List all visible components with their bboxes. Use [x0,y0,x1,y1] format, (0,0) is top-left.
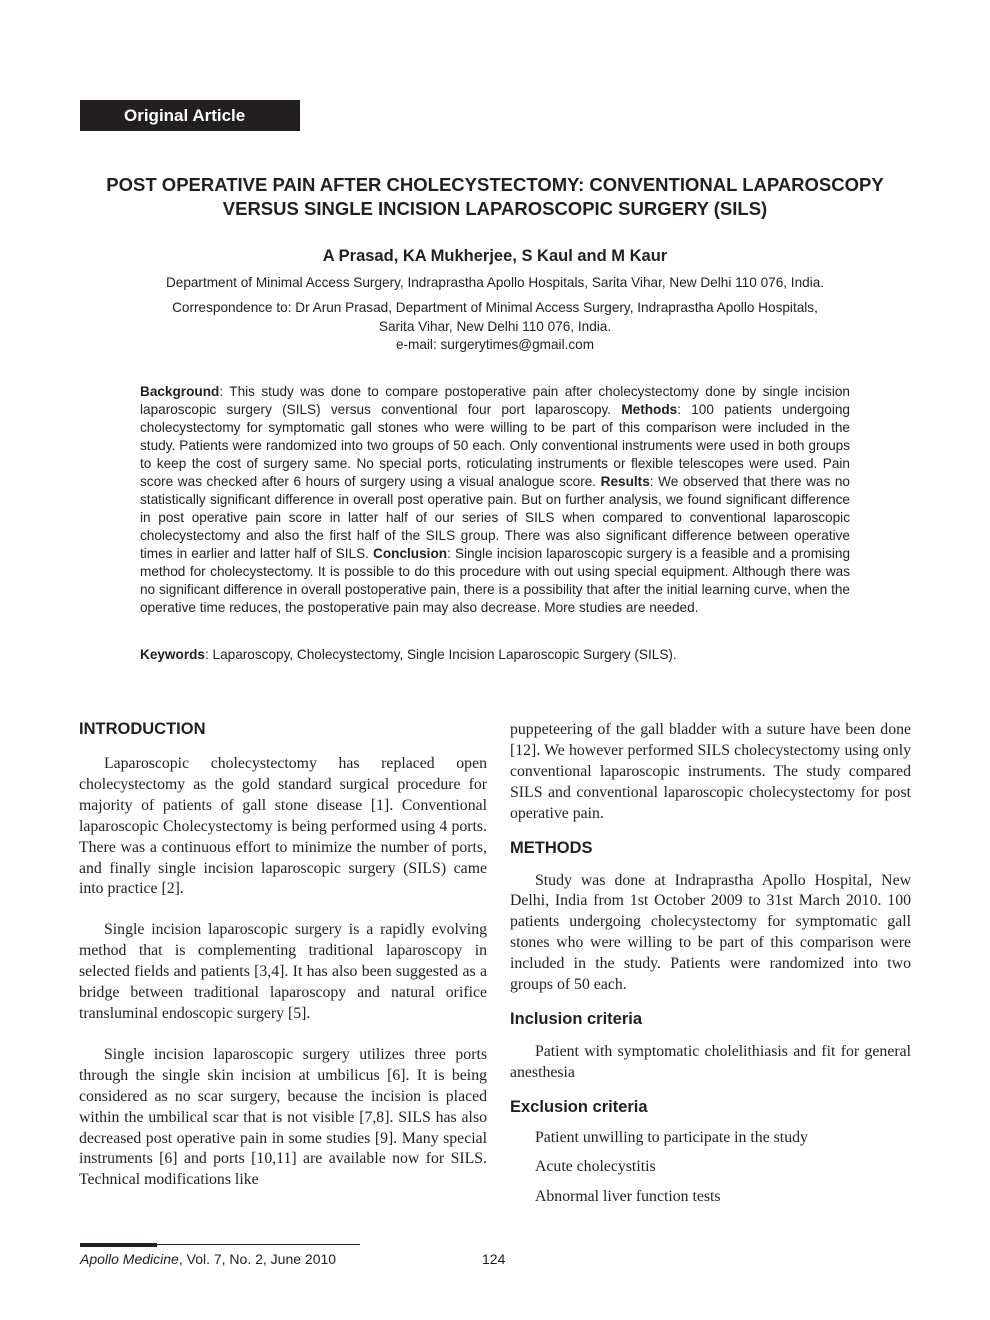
article-type-badge [80,100,300,131]
abstract-background-label: Background [140,384,220,399]
abstract-conclusion-text: : Single incision laparoscopic surgery is a feasible and a promising method for cholecystectomy. It is possible to do this procedure with out using special equipment. Although there was no significant difference in overall postoperative pain, there is a possibility that after the initial learning curve, when the operative time reduces, the postoperative pain may also decrease. More studies are needed. [140,546,851,615]
abstract-methods-label: Methods [621,402,678,417]
correspondence-line-2: Sarita Vihar, New Delhi 110 076, India. [378,318,612,334]
title-line-2: VERSUS SINGLE INCISION LAPAROSCOPIC SURGERY (SILS) [222,198,768,219]
keywords-label: Keywords [140,647,205,662]
author-list: A Prasad, KA Mukherjee, S Kaul and M Kaur [322,247,668,265]
inclusion-criteria-text: Patient with symptomatic cholelithiasis and fit for general anesthesia [510,1042,911,1081]
abstract-results-label: Results [600,474,650,489]
article-title [60,173,930,221]
article-type-label: Original Article [124,106,246,125]
page-number: 124 [482,1251,506,1267]
abstract-background-text: : This study was done to compare postoperative pain after cholecystectomy done by single incision laparoscopic surgery (SILS) versus conventional four port laparoscopy. [140,384,850,417]
introduction-heading: INTRODUCTION [79,720,206,738]
abstract [140,383,850,617]
methods-heading: METHODS [510,838,593,857]
keywords [140,646,850,664]
footer-rule [80,1244,360,1245]
footer-citation [80,1250,336,1268]
exclusion-item: Acute cholecystitis [535,1158,656,1176]
introduction-paragraph: Single incision laparoscopic surgery is a rapidly evolving method that is complementing traditional laparoscopy in selected fields and patients [3,4]. It has also been suggested as a bridge between traditional laparoscopy and natural orifice transluminal endoscopic surgery [5]. [79,921,487,1022]
correspondence-email: e-mail: surgerytimes@gmail.com [395,337,595,352]
methods-paragraph: Study was done at Indraprastha Apollo Hospital, New Delhi, India from 1st October 2009 to 31st March 2010. 100 patients undergoing cholecystectomy for symptomatic gall stones who were willing to be part of this comparison were included in the study. Patients were randomized into two groups of 50 each. [510,871,911,994]
introduction-paragraph: Single incision laparoscopic surgery utilizes three ports through the single skin incision at umbilicus [6]. It is being considered as no scar surgery, because the incision is placed within the umbilical scar that is not visible [7,8]. SILS has also decreased post operative pain in some studies [9]. Many special instruments [6] and ports [10,11] are available now for SILS. Technical modifications like [79,1045,487,1189]
title-line-1: POST OPERATIVE PAIN AFTER CHOLECYSTECTOMY: CONVENTIONAL LAPAROSCOPY [106,174,884,195]
inclusion-criteria-heading: Inclusion criteria [510,1009,643,1028]
keywords-text: : Laparoscopy, Cholecystectomy, Single Incision Laparoscopic Surgery (SILS). [204,647,677,662]
exclusion-item: Patient unwilling to participate in the study [535,1128,808,1146]
right-column [510,720,911,1216]
left-column [79,718,487,1191]
correspondence [100,299,890,355]
abstract-conclusion-label: Conclusion [373,546,448,561]
exclusion-item: Abnormal liver function tests [535,1187,721,1205]
affiliation: Department of Minimal Access Surgery, Indraprastha Apollo Hospitals, Sarita Vihar, New Delhi 110 076, India. [165,275,825,290]
abstract-results-text: : We observed that there was no statistically significant difference in overall post operative pain. But on further analysis, we found significant difference in post operative pain score in latter half of our series of SILS when compared to conventional laparoscopic cholecystectomy and also the first half of the SILS group. There was also significant difference between operative times in earlier and latter half of SILS. [140,474,850,561]
correspondence-line-1: Correspondence to: Dr Arun Prasad, Department of Minimal Access Surgery, Indraprastha Apollo Hospitals, [172,300,818,315]
abstract-methods-text: : 100 patients undergoing cholecystectomy for symptomatic gall stones who were willing to be part of this comparison were included in the study. Patients were randomized into two groups of 50 each. Only conventional instruments were used in both groups to keep the cost of surgery same. No special ports, roticulating instruments or flexible telescopes were used. Pain score was checked after 6 hours of surgery using a visual analogue score. [140,402,850,489]
footer-journal-name: Apollo Medicine [80,1251,179,1267]
introduction-paragraph: Laparoscopic cholecystectomy has replaced open cholecystectomy as the gold standard surgical procedure for majority of patients of gall stone disease [1]. Conventional laparoscopic Cholecystectomy is being performed using 4 ports. There was a continuous effort to minimize the number of ports, and finally single incision laparoscopic surgery (SILS) came into practice [2]. [79,755,487,898]
exclusion-criteria-heading: Exclusion criteria [510,1097,648,1116]
footer-volume: , Vol. 7, No. 2, June 2010 [178,1251,337,1267]
introduction-continuation: puppeteering of the gall bladder with a suture have been done [12]. We however performed SILS cholecystectomy using only conventional laparoscopic instruments. The study compared SILS and conventional laparoscopic cholecystectomy for post operative pain. [510,721,911,822]
